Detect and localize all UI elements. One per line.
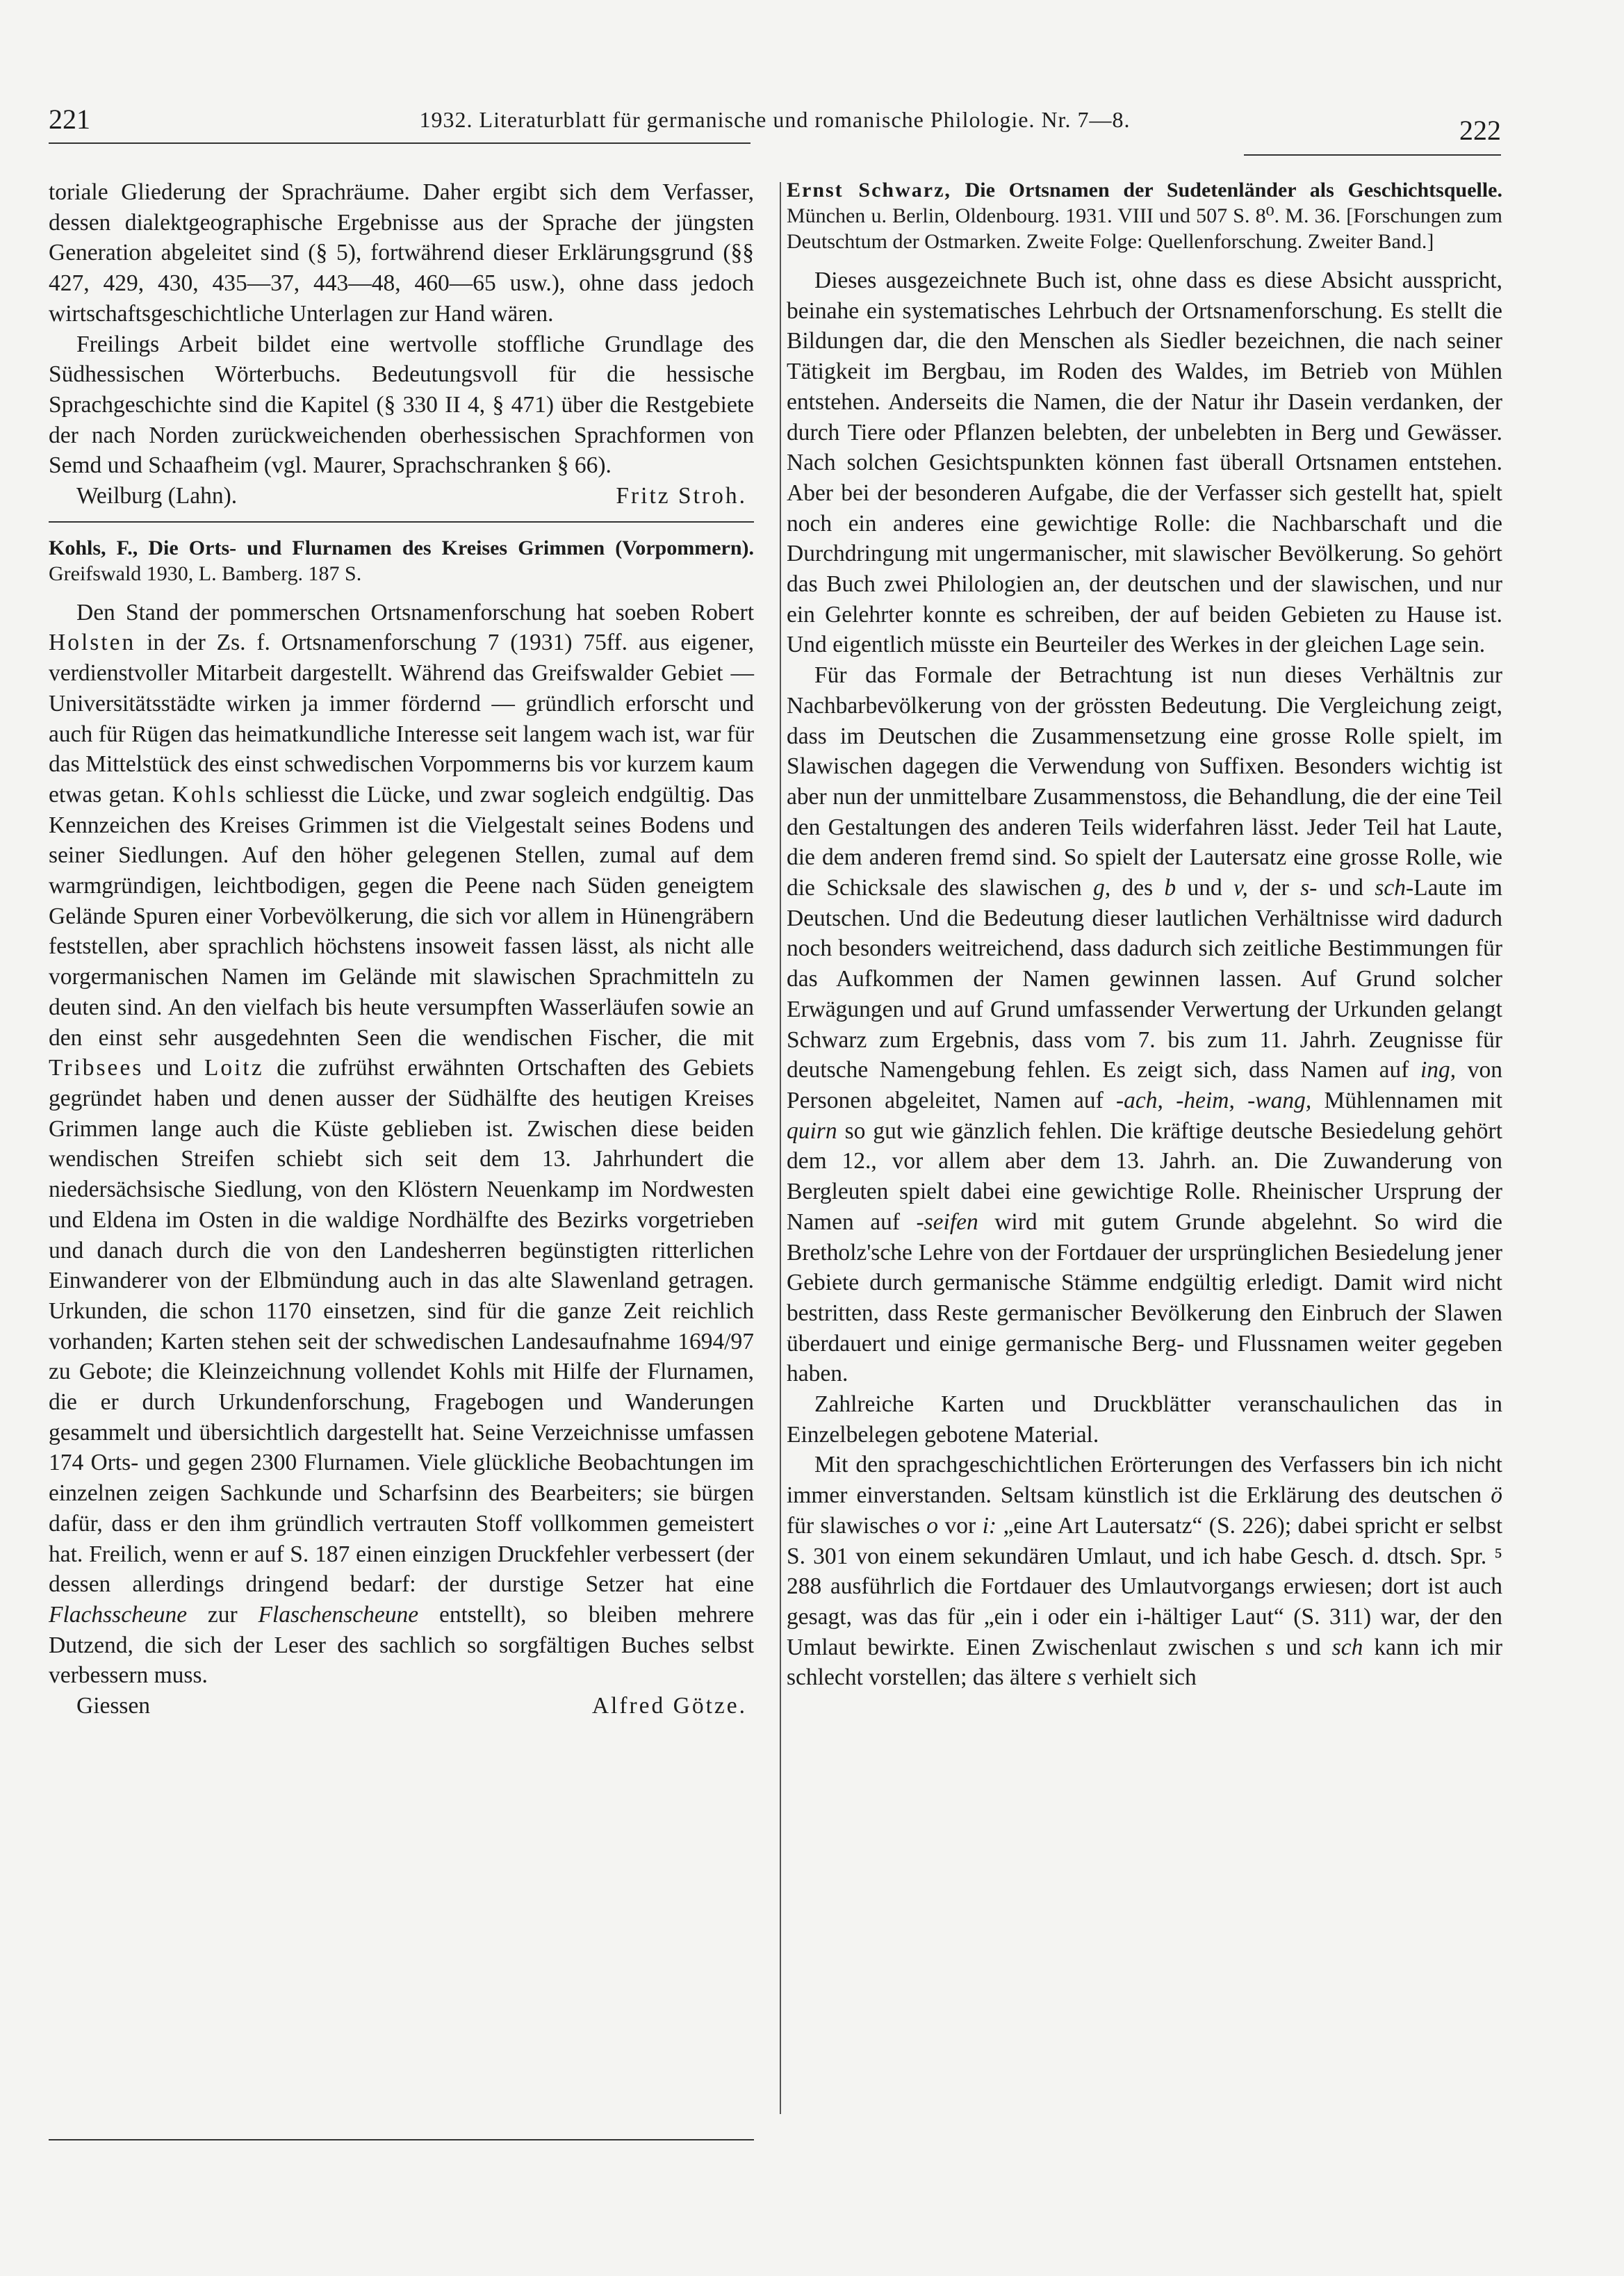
- text-run: Mühlennamen mit: [1324, 1087, 1503, 1113]
- spaced-name: Loitz: [204, 1055, 264, 1081]
- page-number-right: 222: [1459, 115, 1501, 146]
- text-run: und: [1328, 875, 1364, 901]
- italic-term: i:: [982, 1512, 997, 1539]
- italic-term: g,: [1093, 875, 1111, 901]
- text-run: des: [1122, 875, 1154, 901]
- text-run: kann ich mir schlecht vorstellen; das ältere: [787, 1634, 1502, 1691]
- italic-term: sch: [1375, 875, 1406, 901]
- text-run: Den Stand der pommerschen Ortsnamenforschung hat soeben Robert: [76, 599, 754, 625]
- paragraph: [787, 1450, 1502, 1693]
- spaced-name: Holsten: [49, 630, 136, 656]
- text-run: die zufrühst erwähnten Ortschaften des Gebiets gegründet haben und denen ausser der Südhälfte des heutigen Kreises Grimmen lange auch die Küste geblieben ist. Zwischen diese beiden wendischen Streifen schiebt sich seit dem 13. Jahrhundert die niedersächsische Siedlung, von den Klöstern Neuenkamp im Nordwesten und Eldena im Osten in die waldige Nordhälfte des Bezirks vorgetrieben und danach durch die von den Landesherren begünstigten ritterlichen Einwanderer von der Elbmündung auch in das alte Slawenland getragen. Urkunden, die schon 1170 einsetzen, sind für die ganze Zeit reichlich vorhanden; Karten stehen seit der schwedischen Landesaufnahme 1694/97 zu Gebote; die Kleinzeichnung vollendet Kohls mit Hilfe der Flurnamen, die er durch Urkundenforschung, Fragebogen und Wanderungen gesammelt und übersichtlich dargestellt hat. Seine Verzeichnisse umfassen 174 Orts- und gegen 2300 Flurnamen. Viele glückliche Beobachtungen im einzelnen zeigen Sachkunde und Scharfsinn des Bearbeiters; sie bürgen dafür, dass er den ihm gründlich vertrauten Stoff vollkommen gemeistert hat. Freilich, wenn er auf S. 187 einen einzigen Druckfehler verbessert (der dessen allerdings dringend bedarf: der durstige Setzer hat eine: [49, 1055, 755, 1598]
- text-run: verhielt sich: [1082, 1664, 1197, 1691]
- italic-term: o: [926, 1512, 939, 1539]
- italic-term: ing,: [1420, 1057, 1457, 1083]
- bottom-rule: [49, 2139, 754, 2140]
- signature-line: [49, 1691, 754, 1721]
- text-run: der: [1259, 875, 1289, 901]
- text-run: zur: [207, 1601, 238, 1628]
- column-divider: [780, 182, 781, 2114]
- review-heading: [49, 535, 754, 587]
- right-column: [787, 177, 1502, 1693]
- italic-term: sch: [1331, 1634, 1363, 1660]
- text-run: und: [1286, 1634, 1321, 1660]
- paragraph: [787, 660, 1502, 1389]
- italic-term: -seifen: [916, 1209, 978, 1235]
- text-run: und: [1187, 875, 1222, 901]
- text-run: vor: [944, 1512, 976, 1539]
- page-number-left: 221: [49, 104, 90, 135]
- italic-term: s: [1067, 1664, 1076, 1691]
- review-title: Die Ortsnamen der Sudetenländer als Geschichtsquelle.: [965, 179, 1502, 202]
- paragraph: Zahlreiche Karten und Druckblätter veranschaulichen das in Einzelbelegen gebotene Material.: [787, 1391, 1502, 1448]
- signature-line: [49, 481, 754, 511]
- paragraph: Freilings Arbeit bildet eine wertvolle stoffliche Grundlage des Südhessischen Wörterbuchs. Bedeutungsvoll für die hessische Sprachgeschichte sind die Kapitel (§ 330 II 4, § 471) über die Restgebiete der nach Norden zurückweichenden oberhessischen Sprachformen von Semd und Schaafheim (vgl. Maurer, Sprachschranken § 66).: [49, 331, 754, 479]
- header-rule-right: [1244, 154, 1501, 156]
- review-title: Die Orts- und Flurnamen des Kreises Grimmen (Vorpommern).: [148, 536, 754, 559]
- text-run: Mit den sprachgeschichtlichen Erörterungen des Verfassers bin ich nicht immer einverstanden. Seltsam künstlich ist die Erklärung des deutschen: [787, 1452, 1502, 1509]
- review-publication: München u. Berlin, Oldenbourg. 1931. VIII und 507 S. 8⁰. M. 36. [Forschungen zum Deutschtum der Ostmarken. Zweite Folge: Quellenforschung. Zweiter Band.]: [787, 204, 1502, 253]
- text-run: von Personen abgeleitet, Namen auf: [787, 1057, 1502, 1113]
- text-run: wird mit gutem Grunde abgelehnt. So wird die Bretholz'sche Lehre von der Fortdauer der ursprünglichen Besiedelung jener Gebiete durch germanische Stämme endgültig erledigt. Damit wird nicht bestritten, dass Reste germanischer Bevölkerung den Einbruch der Slawen überdauert und einige germanische Berg- und Flussnamen weiter gegeben haben.: [787, 1209, 1503, 1387]
- text-run: „eine Art Lautersatz“ (S. 226); dabei spricht er selbst S. 301 von einem sekundären Umlaut, und ich habe Gesch. d. dtsch. Spr. ⁵ 288 ausführlich die Fortdauer des Umlautvorgangs erwiesen; dort ist auch gesagt, was das für „ein i oder ein i-hältiger Laut“ (S. 311) war, der den Umlaut bewirkte. Einen Zwischenlaut zwischen: [787, 1512, 1503, 1660]
- italic-term: Flachsscheune: [49, 1601, 188, 1628]
- italic-term: s: [1265, 1634, 1275, 1660]
- text-run: für slawisches: [787, 1512, 920, 1539]
- italic-term: Flaschenscheune: [258, 1601, 419, 1628]
- review-author: Ernst Schwarz,: [787, 179, 951, 202]
- signature-place: Giessen: [76, 1693, 151, 1719]
- spaced-name: Tribsees: [49, 1055, 144, 1081]
- italic-term: quirn: [787, 1117, 837, 1144]
- review-separator: [49, 521, 754, 523]
- italic-term: s-: [1300, 875, 1318, 901]
- text-run: Für das Formale der Betrachtung ist nun dieses Verhältnis zur Nachbarbevölkerung von der grössten Bedeutung. Die Vergleichung zeigt, dass im Deutschen die Zusammensetzung eine grosse Rolle spielt, im Slawischen dagegen die Verwendung von Suffixen. Besonders wichtig ist aber nun der unmittelbare Zusammenstoss, die Behandlung, die der eine Teil den Gestaltungen des anderen Teils widerfahren lässt. Jeder Teil hat Laute, die dem anderen fremd sind. So spielt der Lautersatz eine grosse Rolle, wie die Schicksale des slawischen: [787, 662, 1502, 901]
- running-title: 1932. Literaturblatt für germanische und romanische Philologie. Nr. 7—8.: [419, 107, 1131, 132]
- signature-name: Fritz Stroh.: [616, 483, 747, 509]
- italic-term: ö: [1491, 1482, 1502, 1509]
- paragraph: toriale Gliederung der Sprachräume. Daher ergibt sich dem Verfasser, dessen dialektgeographische Ergebnisse aus der Sprache der jüngsten Generation abgeleitet sind (§ 5), fortwährend dieser Erklärungsgrund (§§ 427, 429, 430, 435—37, 443—48, 460—65 usw.), ohne dass jedoch wirtschaftsgeschichtliche Unterlagen zur Hand wären.: [49, 179, 754, 327]
- text-run: schliesst die Lücke, und zwar sogleich endgültig. Das Kennzeichen des Kreises Grimmen ist die Vielgestalt seines Bodens und seiner Siedlungen. Auf den höher gelegenen Stellen, zumal auf dem warmgründigen, leichtbodigen, gegen die Peene nach Süden geneigtem Gelände Spuren einer Vorbevölkerung, die sich vor allem in Hünengräbern feststellen, aber sprachlich höchstens insoweit fassen lässt, als nicht alle vorgermanischen Namen im Gelände mit slawischen Sprachmitteln zu deuten sind. An den vielfach bis heute versumpften Wasserläufen sowie an den einst sehr ausgedehnten Seen die wendischen Fischer, die mit: [49, 781, 755, 1051]
- text-run: in der Zs. f. Ortsnamenforschung 7 (1931) 75ff. aus eigener, verdienstvoller Mitarbeit dargestellt. Während das Greifswalder Gebiet — Universitätsstädte wirken ja immer fördernd — gründlich erforscht und auch für Rügen das heimatkundliche Interesse seit langem wach ist, war für das Mittelstück des einst schwedischen Vorpommerns bis vor kurzem kaum etwas getan.: [49, 630, 754, 808]
- paragraph: Dieses ausgezeichnete Buch ist, ohne dass es diese Absicht ausspricht, beinahe ein systematisches Lehrbuch der Ortsnamenforschung. Es stellt die Bildungen dar, die den Menschen als Siedler bezeichnen, die nach seiner Tätigkeit im Bergbau, im Roden des Waldes, im Betrieb von Mühlen entstehen. Anderseits die Namen, die der Natur ihr Dasein verdanken, der durch Tiere oder Pflanzen belebten, der unbelebten in Berg und Gewässer. Nach solchen Gesichtspunkten können fast überall Ortsnamen entstehen. Aber bei der besonderen Aufgabe, die der Verfasser sich gestellt hat, spielt noch ein anderes eine gewichtige Rolle: die Nachbarschaft und die Durchdringung mit ungermanischer, mit slawischer Bevölkerung. So gehört das Buch zwei Philologien an, der deutschen und der slawischen, und nur ein Gelehrter konnte es schreiben, der auf beiden Gebieten zu Hause ist. Und eigentlich müsste ein Beurteiler des Werkes in der gleichen Lage sein.: [787, 268, 1502, 658]
- header-rule-left: [49, 142, 751, 144]
- left-column: [49, 177, 754, 1721]
- page-header: [49, 103, 1501, 152]
- review-heading: [787, 177, 1502, 254]
- text-run: entstellt), so bleiben mehrere Dutzend, die sich der Leser des sachlich so sorgfältigen Buches selbst verbessern muss.: [49, 1601, 755, 1689]
- italic-term: -ach, -heim, -wang,: [1116, 1087, 1312, 1113]
- text-run: -Laute im Deutschen. Und die Bedeutung dieser lautlichen Verhältnisse wird dadurch noch besonders weitreichend, dass dadurch sich zeitliche Bestimmungen für das Aufkommen der Namen gewinnen lassen. Auf Grund solcher Erwägungen und auf Grund umfassender Verwertung der Urkunden gelangt Schwarz zum Ergebnis, dass vom 7. bis zum 11. Jahrh. Zeugnisse für deutsche Namengebung fehlen. Es zeigt sich, dass Namen auf: [787, 875, 1503, 1083]
- signature-name: Alfred Götze.: [591, 1693, 747, 1719]
- review-publication: Greifswald 1930, L. Bamberg. 187 S.: [49, 562, 362, 585]
- text-run: und: [156, 1055, 192, 1081]
- review-body: [49, 598, 754, 1691]
- italic-term: b: [1164, 875, 1176, 901]
- review-author: Kohls, F.,: [49, 536, 138, 559]
- italic-term: v,: [1233, 875, 1248, 901]
- text-run: so gut wie gänzlich fehlen. Die kräftige deutsche Besiedelung gehört dem 12., vor allem aber dem 13. Jahrh. an. Die Zuwanderung von Bergleuten spielt dabei eine gewichtige Rolle. Rheinischer Ursprung der Namen auf: [787, 1117, 1502, 1235]
- signature-place: Weilburg (Lahn).: [76, 483, 238, 509]
- spaced-name: Kohls: [172, 781, 238, 808]
